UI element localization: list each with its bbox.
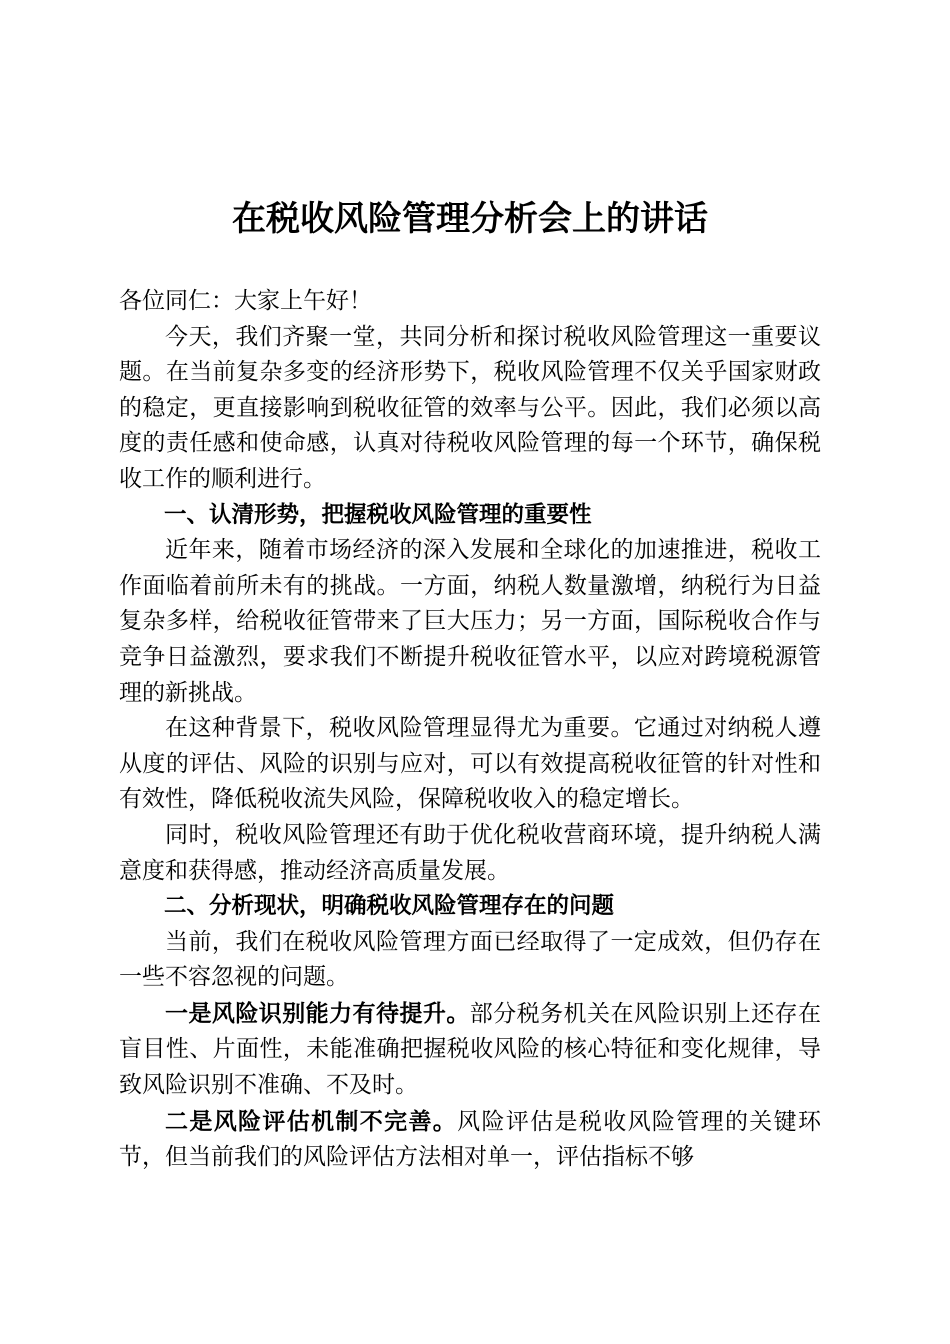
document-body (119, 284, 821, 1176)
section-1-paragraph-2: 在这种背景下，税收风险管理显得尤为重要。它通过对纳税人遵从度的评估、风险的识别与应对，可以有效提高税收征管的针对性和有效性，降低税收流失风险，保障税收收入的稳定增长。 (119, 715, 821, 813)
issue-1-lead: 一是风险识别能力有待提升。 (165, 999, 470, 1027)
issue-2-lead: 二是风险评估机制不完善。 (165, 1107, 458, 1135)
document-title: 在税收风险管理分析会上的讲话 (232, 199, 708, 239)
issue-1-text: 部分税务机关在风险识别上还存在盲目性、片面性，未能准确把握税收风险的核心特征和变化规律，导致风险识别不准确、不及时。 (119, 1000, 822, 1099)
section-1-paragraph-3: 同时，税收风险管理还有助于优化税收营商环境，提升纳税人满意度和获得感，推动经济高质量发展。 (119, 821, 821, 884)
issue-2-paragraph (119, 1104, 821, 1176)
greeting: 各位同仁：大家上午好！ (119, 288, 372, 314)
section-1-paragraph-1: 近年来，随着市场经济的深入发展和全球化的加速推进，税收工作面临着前所未有的挑战。一方面，纳税人数量激增，纳税行为日益复杂多样，给税收征管带来了巨大压力；另一方面，国际税收合作与竞争日益激烈，要求我们不断提升税收征管水平，以应对跨境税源管理的新挑战。 (119, 537, 821, 706)
issue-1-paragraph (119, 996, 821, 1104)
intro-paragraph: 今天，我们齐聚一堂，共同分析和探讨税收风险管理这一重要议题。在当前复杂多变的经济形势下，税收风险管理不仅关乎国家财政的稳定，更直接影响到税收征管的效率与公平。因此，我们必须以高度的责任感和使命感，认真对待税收风险管理的每一个环节，确保税收工作的顺利进行。 (119, 323, 821, 492)
issue-2-text: 风险评估是税收风险管理的关键环节，但当前我们的风险评估方法相对单一，评估指标不够 (119, 1108, 822, 1171)
section-2-paragraph-1: 当前，我们在税收风险管理方面已经取得了一定成效，但仍存在一些不容忽视的问题。 (119, 928, 821, 991)
section-1-heading: 一、认清形势，把握税收风险管理的重要性 (164, 501, 592, 528)
section-2-heading: 二、分析现状，明确税收风险管理存在的问题 (164, 893, 615, 920)
